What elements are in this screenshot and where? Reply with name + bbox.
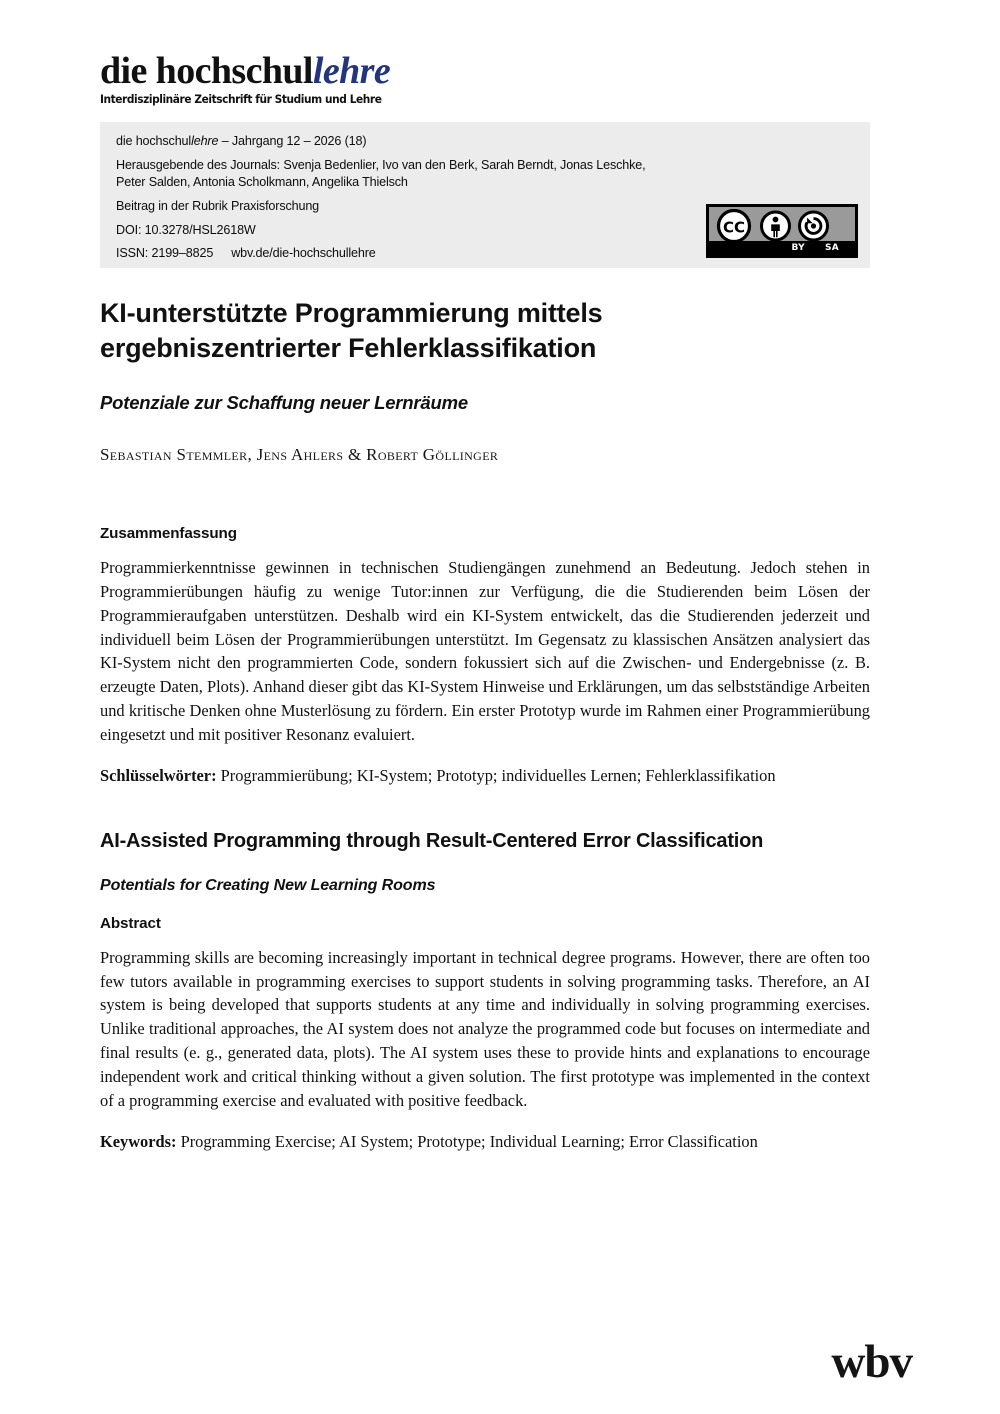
cc-by-sa-license-badge[interactable] xyxy=(706,204,858,258)
abstract-english xyxy=(100,830,870,1154)
journal-metadata-lines xyxy=(116,133,716,262)
doi-line[interactable]: DOI: 10.3278/HSL2618W xyxy=(116,222,256,237)
editors-line-1: Herausgebende des Journals: Svenja Bedenlier, Ivo van den Berk, Sarah Berndt, Jonas Leschke, xyxy=(116,157,646,172)
journal-logo-main: die hochschul xyxy=(100,50,313,92)
journal-website-link[interactable]: wbv.de/die-hochschullehre xyxy=(231,246,376,261)
creative-commons-icon xyxy=(714,209,754,243)
publisher-logo-wbv: wbv xyxy=(831,1336,912,1388)
english-title: AI-Assisted Programming through Result-Centered Error Classification xyxy=(100,829,764,852)
abstract-german xyxy=(100,525,870,788)
editors-line-2: Peter Salden, Antonia Scholkmann, Angelika Thielsch xyxy=(116,174,408,189)
issue-line xyxy=(116,133,716,150)
rubric-line: Beitrag in der Rubrik Praxisforschung xyxy=(116,198,320,213)
schluesselwoerter-value: Programmierübung; KI-System; Prototyp; individuelles Lernen; Fehlerklassifikation xyxy=(216,765,776,785)
cc-badge-labels xyxy=(709,241,855,255)
keywords-value: Programming Exercise; AI System; Prototype; Individual Learning; Error Classification xyxy=(176,1131,758,1151)
keywords-line xyxy=(100,1130,870,1154)
issn-value: ISSN: 2199–8825 xyxy=(116,246,214,261)
keywords-label: Keywords: xyxy=(100,1131,177,1151)
journal-tagline: Interdisziplinäre Zeitschrift für Studium und Lehre xyxy=(100,92,382,106)
article-authors: Sebastian Stemmler, Jens Ahlers & Robert Göllinger xyxy=(100,445,499,465)
svg-text:CC: CC xyxy=(722,218,746,237)
section-spacer xyxy=(100,788,870,830)
issue-line-prefix: die hochschul xyxy=(116,134,192,148)
journal-metadata-band xyxy=(100,122,870,268)
share-alike-icon xyxy=(797,209,830,243)
issue-line-rest: – Jahrgang 12 – 2026 (18) xyxy=(218,134,367,148)
zusammenfassung-body: Programmierkenntnisse gewinnen in technischen Studiengängen zunehmend an Bedeutung. Jedoch stehen in Programmierübungen häufig zu wenige Tutor:innen zur Verfügung, die die Studierenden beim Lösen der Programmieraufgaben unterstützen. Deshalb wird ein KI-System entwickelt, das die Studierenden jederzeit und individuell beim Lösen der Programmierübungen unterstützt. Im Gegensatz zu klassischen Ansätzen analysiert das KI-System nicht den programmierten Code, sondern fokussiert sich auf die Zwischen- und Endergebnisse (z. B. erzeugte Daten, Plots). Anhand dieser gibt das KI-System Hinweise und Erklärungen, um das selbstständige Arbeiten und kritische Denken ohne Musterlösung zu fördern. Ein erster Prototyp wurde im Rahmen einer Programmierübung eingesetzt und mit positiver Resonanz evaluiert. xyxy=(100,558,870,745)
zusammenfassung-heading: Zusammenfassung xyxy=(100,525,237,542)
english-subtitle: Potentials for Creating New Learning Rooms xyxy=(100,876,436,894)
issn-website-row xyxy=(116,245,716,262)
editors-line xyxy=(116,157,716,191)
abstract-content xyxy=(100,525,870,1154)
abstract-heading: Abstract xyxy=(100,914,161,932)
cc-by-label: BY xyxy=(791,243,805,253)
attribution-person-icon xyxy=(759,209,792,243)
article-subtitle: Potenziale zur Schaffung neuer Lernräume xyxy=(100,392,468,414)
abstract-body: Programming skills are becoming increasingly important in technical degree programs. However, there are often too few tutors available in programming exercises to support students in solving programming tasks. Therefore, an AI system is being developed that supports students at any time and individually in solving programming exercises. Unlike traditional approaches, the AI system does not analyze the programmed code but focuses on intermediate and final results (e. g., generated data, plots). The AI system uses these to provide hints and explanations to encourage independent work and critical thinking without a given solution. The first prototype was implemented in the context of a programming exercise and evaluated with positive feedback. xyxy=(100,947,870,1110)
article-title-block xyxy=(100,296,800,465)
journal-logo xyxy=(100,52,740,90)
journal-logo-accent: lehre xyxy=(312,50,391,92)
journal-masthead xyxy=(100,52,740,106)
cc-sa-label: SA xyxy=(824,243,839,253)
cc-badge-icons xyxy=(714,209,830,243)
schluesselwoerter-line xyxy=(100,764,870,788)
cc-badge-inner xyxy=(709,207,855,255)
issue-line-italic: lehre xyxy=(191,134,219,148)
schluesselwoerter-label: Schlüsselwörter: xyxy=(100,765,217,785)
article-title: KI-unterstützte Programmierung mittels ergebniszentrierter Fehlerklassifikation xyxy=(100,298,603,363)
